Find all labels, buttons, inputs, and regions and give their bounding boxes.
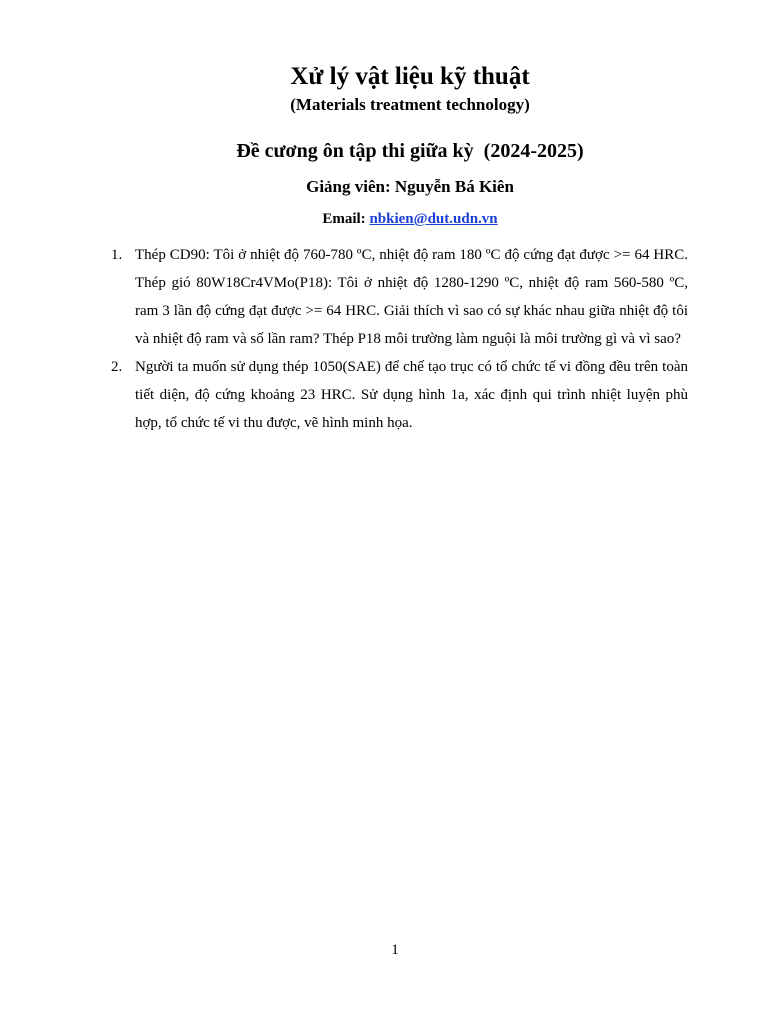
question-number: 2. bbox=[111, 359, 123, 375]
document-heading: Đề cương ôn tập thi giữa kỳ (2024-2025) bbox=[236, 140, 584, 162]
question-item bbox=[108, 353, 688, 437]
document-title: Xử lý vật liệu kỹ thuật bbox=[290, 63, 530, 90]
question-text: Thép CD90: Tôi ở nhiệt độ 760-780 ºC, nhiệt độ ram 180 ºC độ cứng đạt được >= 64 HRC. Thép gió 80W18Cr4VMo(P18): Tôi ở nhiệt độ 1280-1290 ºC, nhiệt độ ram 560-580 ºC, ram 3 lần độ cứng đạt được >= 64 HRC. Giải thích vì sao có sự khác nhau giữa nhiệt độ tôi và nhiệt độ ram và số lần ram? Thép P18 môi trường làm nguội là môi trường gì và vì sao? bbox=[135, 247, 688, 347]
lecturer-line: Giảng viên: Nguyễn Bá Kiên bbox=[306, 177, 514, 196]
question-item bbox=[108, 241, 688, 353]
question-list bbox=[108, 241, 688, 437]
email-label: Email: bbox=[322, 211, 370, 227]
email-line bbox=[0, 208, 768, 230]
email-link[interactable]: nbkien@dut.udn.vn bbox=[369, 211, 498, 227]
question-number: 1. bbox=[111, 247, 123, 263]
document-subtitle: (Materials treatment technology) bbox=[290, 95, 530, 114]
page-number: 1 bbox=[391, 942, 399, 958]
question-text: Người ta muốn sử dụng thép 1050(SAE) để chế tạo trục có tổ chức tế vi đồng đều trên toàn tiết diện, độ cứng khoảng 23 HRC. Sử dụng hình 1a, xác định qui trình nhiệt luyện phù hợp, tổ chức tế vi thu được, vẽ hình minh họa. bbox=[135, 359, 688, 431]
